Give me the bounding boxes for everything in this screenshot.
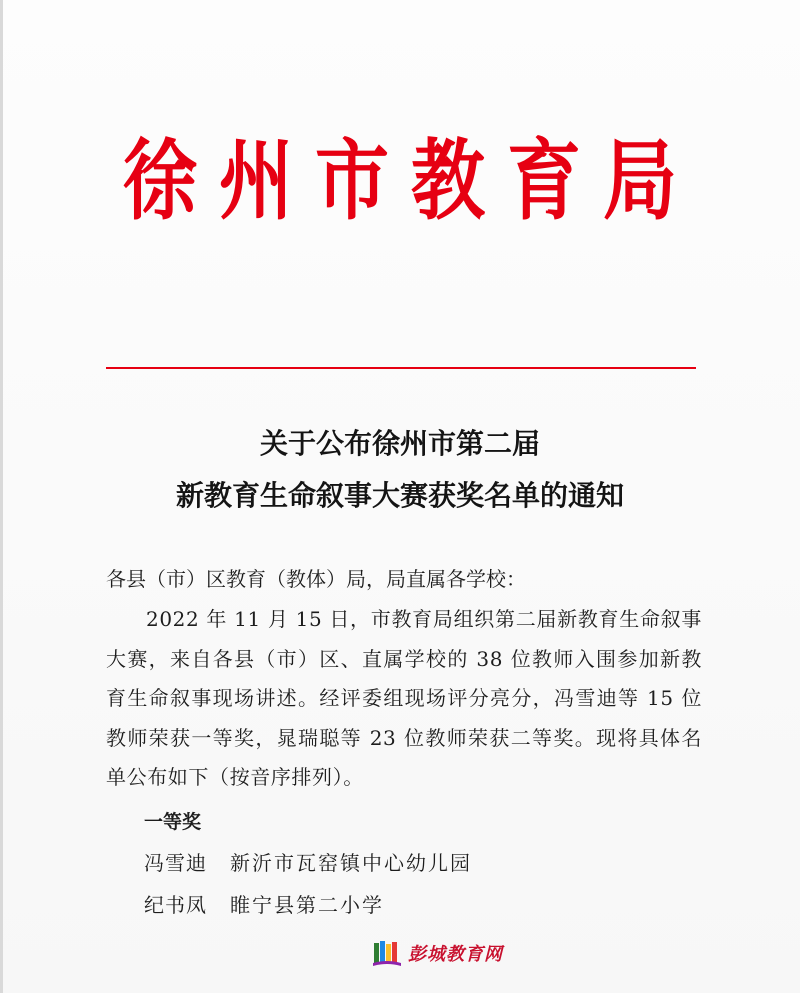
watermark: [372, 936, 503, 970]
title-line-2: 新教育生命叙事大赛获奖名单的通知: [175, 479, 624, 512]
body-paragraph: 2022 年 11 月 15 日，市教育局组织第二届新教育生命叙事大赛，来自各县（市）区、直属学校的 38 位教师入围参加新教育生命叙事现场讲述。经评委组现场评分亮分，冯雪迪等 15 位教师荣获一等奖，晁瑞聪等 23 位教师荣获二等奖。现将具体名单公布如下（按音序排列）。: [106, 607, 702, 789]
award-heading: 一等奖: [144, 810, 202, 833]
winner-row: [106, 884, 702, 926]
winner-name: 纪书凤: [144, 892, 207, 917]
letterhead-char: 市: [315, 130, 389, 233]
letterhead-char: 育: [507, 130, 581, 233]
letterhead-char: 州: [219, 130, 293, 233]
letterhead-title: [0, 130, 800, 233]
winner-name: 冯雪迪: [144, 850, 207, 875]
watermark-text: 彭城教育网: [408, 944, 503, 965]
letterhead-char: 教: [411, 130, 485, 233]
letterhead-char: 局: [603, 130, 677, 233]
winner-school: 新沂市瓦窑镇中心幼儿园: [230, 850, 472, 875]
document-title: [0, 418, 800, 522]
book-logo-icon: [372, 939, 402, 967]
winner-school: 睢宁县第二小学: [230, 892, 384, 917]
letterhead-divider: [106, 367, 696, 369]
document-body: [106, 560, 702, 926]
letterhead-char: 徐: [123, 130, 197, 233]
winner-row: [106, 842, 702, 884]
salutation: 各县（市）区教育（教体）局，局直属各学校：: [106, 567, 526, 591]
title-line-1: 关于公布徐州市第二届: [259, 427, 540, 460]
